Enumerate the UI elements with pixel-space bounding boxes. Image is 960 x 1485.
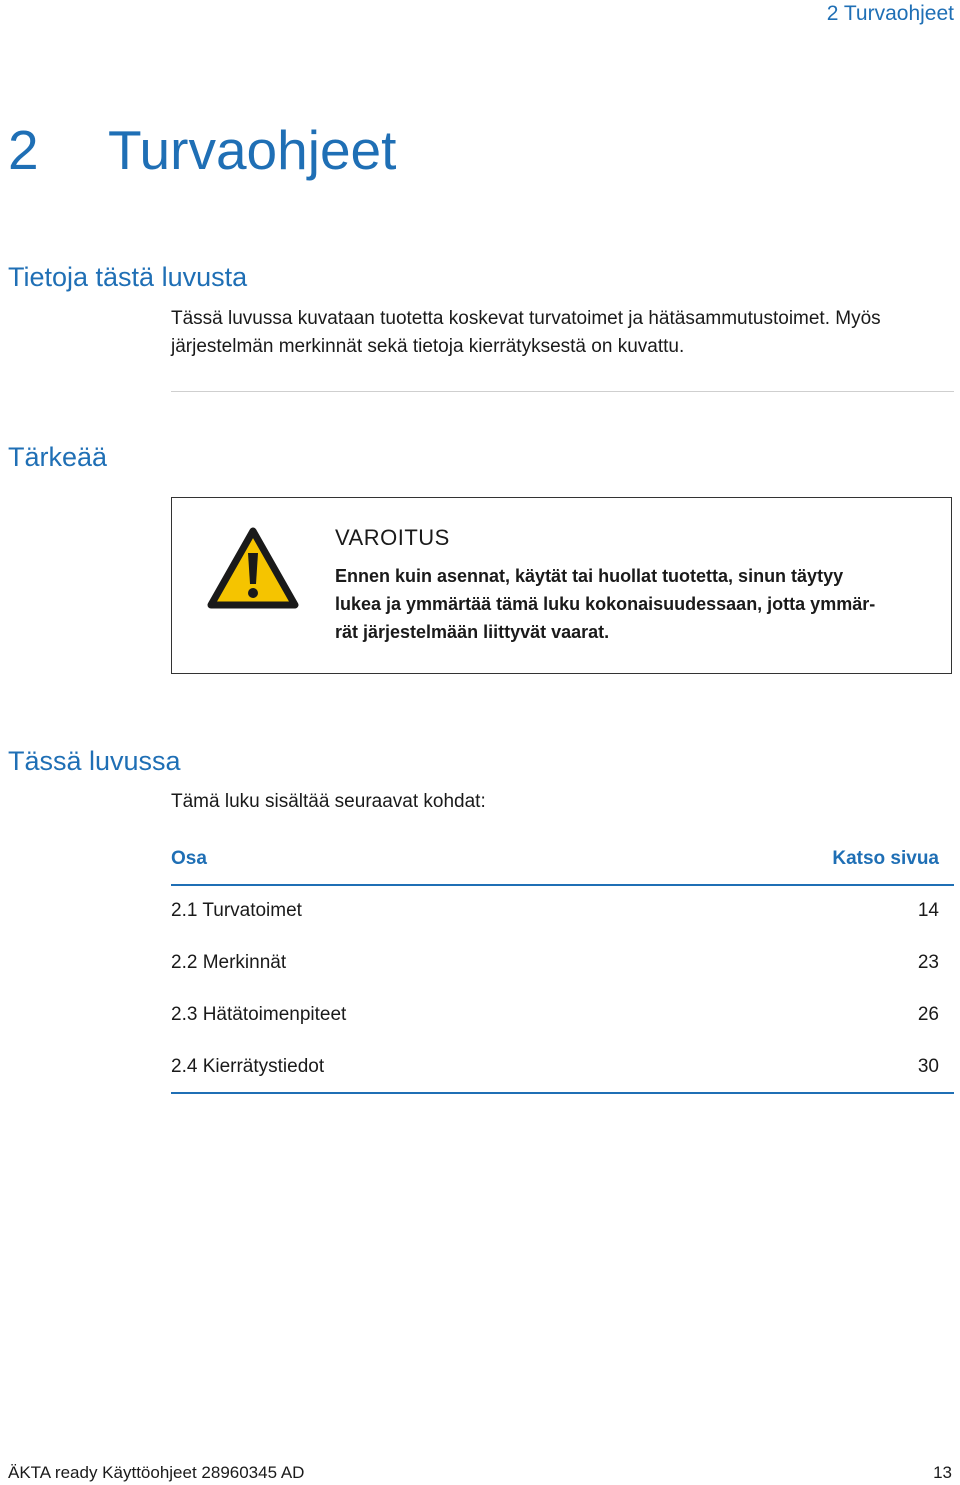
toc-header-rule [171, 884, 954, 886]
toc-page-number: 30 [917, 1056, 939, 1077]
in-chapter-intro: Tämä luku sisältää seuraavat kohdat: [171, 791, 486, 812]
toc-section-link[interactable]: 2.2 Merkinnät [171, 952, 287, 973]
about-heading: Tietoja tästä luvusta [8, 262, 248, 292]
toc-bottom-rule [171, 1092, 954, 1094]
warning-line-2: lukea ja ymmärtää tämä luku kokonaisuudessaan, jotta ymmär- [335, 594, 876, 614]
in-chapter-heading: Tässä luvussa [8, 746, 181, 776]
chapter-title-text: Turvaohjeet [108, 119, 397, 181]
toc-row[interactable] [171, 1056, 939, 1082]
footer-document-title: ÄKTA ready Käyttöohjeet 28960345 AD [8, 1463, 305, 1482]
footer-page-number: 13 [933, 1463, 952, 1482]
toc-section-link[interactable]: 2.4 Kierrätystiedot [171, 1056, 325, 1077]
toc-page-number: 23 [917, 952, 939, 973]
section-divider [171, 391, 954, 392]
chapter-number: 2 [8, 119, 39, 181]
warning-label: VAROITUS [335, 525, 450, 550]
warning-line-3: rät järjestelmään liittyvät vaarat. [335, 622, 610, 642]
warning-triangle-icon [207, 527, 299, 609]
about-paragraph [171, 305, 951, 361]
toc-section-link[interactable]: 2.3 Hätätoimenpiteet [171, 1004, 347, 1025]
chapter-title [8, 118, 396, 182]
toc-section-link[interactable]: 2.1 Turvatoimet [171, 900, 302, 921]
warning-line-1: Ennen kuin asennat, käytät tai huollat tuotetta, sinun täytyy [335, 566, 844, 586]
toc-row[interactable] [171, 900, 939, 926]
warning-box [171, 497, 952, 674]
toc-row[interactable] [171, 952, 939, 978]
toc-page-number: 26 [917, 1004, 939, 1025]
toc-row[interactable] [171, 1004, 939, 1030]
important-heading: Tärkeää [8, 442, 108, 472]
toc-col-page: Katso sivua [832, 848, 939, 869]
running-header: 2 Turvaohjeet [826, 2, 954, 25]
toc-col-section: Osa [171, 848, 207, 869]
warning-text [335, 562, 935, 646]
about-line-2: järjestelmän merkinnät sekä tietoja kierrätyksestä on kuvattu. [171, 336, 685, 357]
about-line-1: Tässä luvussa kuvataan tuotetta koskevat turvatoimet ja hätäsammutustoimet. Myös [171, 308, 881, 329]
toc-page-number: 14 [917, 900, 939, 921]
